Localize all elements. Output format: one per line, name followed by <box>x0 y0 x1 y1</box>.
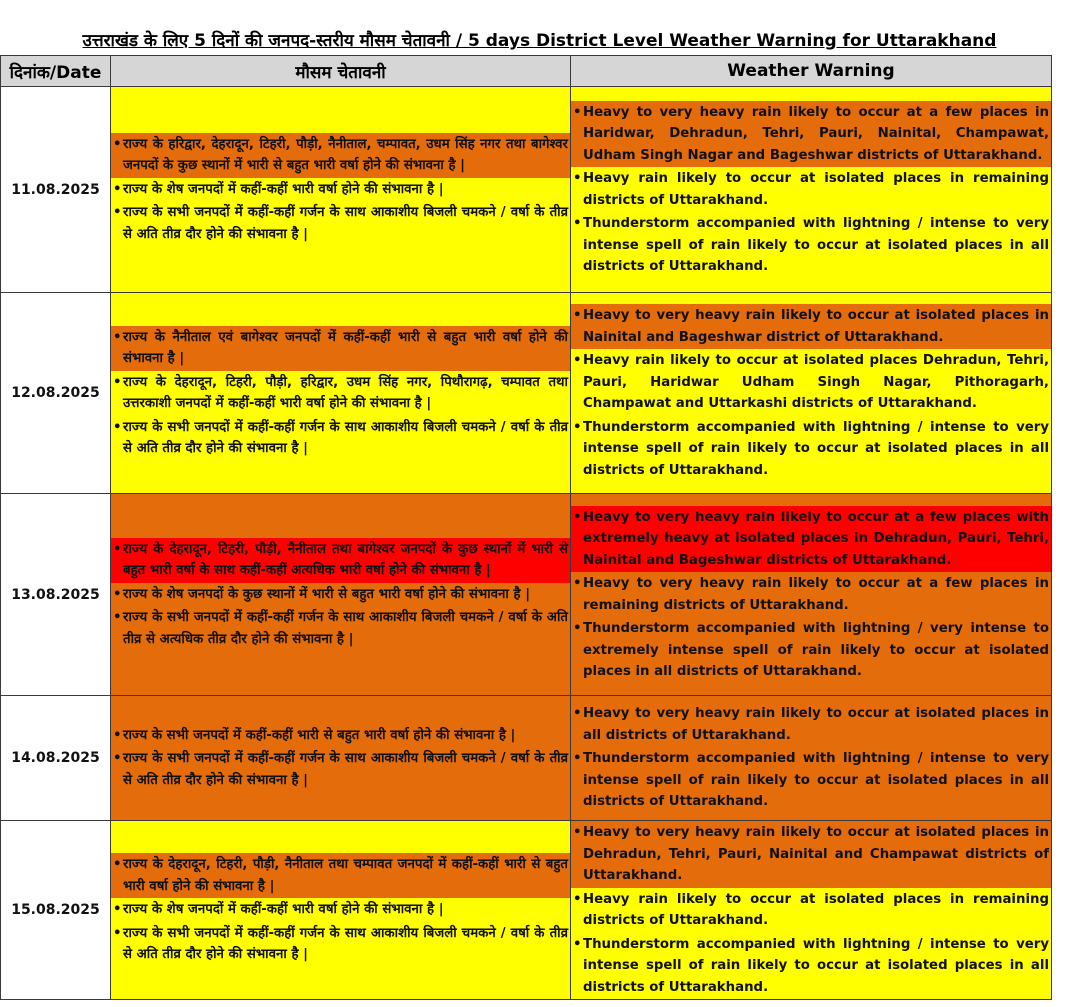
english-warning-cell <box>571 494 1052 696</box>
date-cell: 11.08.2025 <box>1 87 111 293</box>
english-warning-item <box>571 617 1051 684</box>
warning-rows <box>1 87 1052 1000</box>
english-warning-text: Heavy rain likely to occur at isolated places in remaining districts of Uttarakhand. <box>583 171 1049 208</box>
hindi-warning-text: राज्य के सभी जनपदों में कहीं-कहीं गर्जन के साथ आकाशीय बिजली चमकने / वर्षा के तीव्र से अति तीव्र दौर होने की संभावना है | <box>123 419 568 456</box>
bullet-icon: • <box>113 374 122 390</box>
hindi-warning-text: राज्य के शेष जनपदों के कुछ स्थानों में भारी से बहुत भारी वर्षा होने की संभावना है | <box>123 586 531 602</box>
english-warning-item <box>571 506 1051 573</box>
hindi-warning-item <box>111 371 570 416</box>
english-warning-text: Heavy to very heavy rain likely to occur at isolated places in all districts of Uttarakhand. <box>583 706 1049 743</box>
warning-row <box>1 293 1052 494</box>
english-warning-column-header: Weather Warning <box>571 56 1052 87</box>
hindi-warning-text: राज्य के सभी जनपदों में कहीं-कहीं भारी से बहुत भारी वर्षा होने की संभावना है | <box>123 727 516 743</box>
warning-row <box>1 821 1052 1000</box>
hindi-warning-text: राज्य के नैनीताल एवं बागेश्वर जनपदों में कहीं-कहीं भारी से बहुत भारी वर्षा होने की संभावना है | <box>123 329 568 366</box>
bullet-icon: • <box>113 329 122 345</box>
english-warning-cell <box>571 87 1052 293</box>
hindi-warning-text: राज्य के देहरादून, टिहरी, पौड़ी, हरिद्वार, उधम सिंह नगर, पिथौरागढ़, चम्पावत तथा उत्तरकाशी जनपदों में कहीं-कहीं भारी वर्षा होने की संभावना है | <box>123 374 568 411</box>
hindi-warning-text: राज्य के देहरादून, टिहरी, पौड़ी, नैनीताल तथा चम्पावत जनपदों में कहीं-कहीं भारी से बहुत भारी वर्षा होने की संभावना है | <box>123 857 568 894</box>
date-cell: 13.08.2025 <box>1 494 111 696</box>
english-warning-text: Heavy to very heavy rain likely to occur at a few places in Haridwar, Dehradun, Tehri, Pauri, Nainital, Champawat, Udham Singh Nagar and Bageshwar districts of Uttarakhand. <box>583 104 1049 163</box>
english-warning-text: Heavy to very heavy rain likely to occur at isolated places in Dehradun, Tehri, Pauri, Nainital and Champawat districts of Uttarakhand. <box>583 825 1049 883</box>
hindi-warning-item <box>111 747 570 792</box>
date-cell: 14.08.2025 <box>1 696 111 821</box>
hindi-warning-item <box>111 326 570 371</box>
hindi-warning-cell <box>111 293 571 494</box>
hindi-warning-item <box>111 416 570 461</box>
english-warning-item <box>571 304 1051 349</box>
english-warning-item <box>571 888 1051 933</box>
bullet-icon: • <box>573 621 582 636</box>
english-warning-cell <box>571 696 1052 821</box>
hindi-warning-item <box>111 898 570 922</box>
bullet-icon: • <box>113 136 122 152</box>
english-warning-item <box>571 416 1051 483</box>
warning-table <box>0 55 1052 1000</box>
hindi-warning-item <box>111 606 570 651</box>
english-warning-text: Heavy to very heavy rain likely to occur at a few places with extremely heavy at isolated places in Dehradun, Pauri, Tehri, Nainital and Bageshwar districts of Uttarakhand. <box>583 509 1049 568</box>
date-cell: 12.08.2025 <box>1 293 111 494</box>
warning-row <box>1 494 1052 696</box>
hindi-warning-text: राज्य के सभी जनपदों में कहीं-कहीं गर्जन के साथ आकाशीय बिजली चमकने / वर्षा के तीव्र से अति तीव्र दौर होने की संभावना है | <box>123 751 568 788</box>
english-warning-item <box>571 101 1051 168</box>
bullet-icon: • <box>573 936 582 952</box>
english-warning-item <box>571 702 1051 747</box>
header-row <box>1 56 1052 87</box>
english-warning-item <box>571 167 1051 212</box>
hindi-warning-item <box>111 583 570 607</box>
date-column-header: दिनांक/Date <box>1 56 111 87</box>
english-warning-item <box>571 212 1051 279</box>
hindi-warning-item <box>111 201 570 246</box>
hindi-warning-cell <box>111 821 571 1000</box>
english-warning-text: Thunderstorm accompanied with lightning / intense to very intense spell of rain likely to occur at isolated places in all districts of Uttarakhand. <box>583 419 1049 478</box>
bullet-icon: • <box>573 171 582 186</box>
bullet-icon: • <box>113 857 122 873</box>
bullet-icon: • <box>573 308 582 323</box>
bullet-icon: • <box>573 576 582 591</box>
bullet-icon: • <box>573 891 582 907</box>
bullet-icon: • <box>573 706 582 722</box>
hindi-warning-item <box>111 724 570 748</box>
bullet-icon: • <box>113 751 122 767</box>
bullet-icon: • <box>113 727 122 743</box>
english-warning-cell <box>571 293 1052 494</box>
hindi-warning-item <box>111 922 570 967</box>
english-warning-text: Heavy rain likely to occur at isolated places in remaining districts of Uttarakhand. <box>583 891 1049 928</box>
hindi-warning-item <box>111 853 570 898</box>
bullet-icon: • <box>573 825 582 840</box>
english-warning-text: Heavy to very heavy rain likely to occur at a few places in remaining districts of Uttarakhand. <box>583 576 1049 613</box>
bullet-icon: • <box>113 181 122 197</box>
bullet-icon: • <box>573 216 582 231</box>
english-warning-text: Thunderstorm accompanied with lightning / intense to very intense spell of rain likely to occur at isolated places in all districts of Uttarakhand. <box>583 216 1049 274</box>
bullet-icon: • <box>113 205 122 221</box>
english-warning-text: Heavy rain likely to occur at isolated places Dehradun, Tehri, Pauri, Haridwar Udham Singh Nagar, Pithoragarh, Champawat and Uttarkashi districts of Uttarakhand. <box>583 353 1049 411</box>
hindi-warning-column-header: मौसम चेतावनी <box>111 56 571 87</box>
hindi-warning-text: राज्य के सभी जनपदों में कहीं-कहीं गर्जन के साथ आकाशीय बिजली चमकने / वर्षा के तीव्र से अति तीव्र दौर होने की संभावना है | <box>123 925 568 963</box>
hindi-warning-text: राज्य के हरिद्वार, देहरादून, टिहरी, पौड़ी, नैनीताल, चम्पावत, उधम सिंह नगर तथा बागेश्वर जनपदों के कुछ स्थानों में भारी से बहुत भारी वर्षा होने की संभावना है | <box>123 136 568 174</box>
bullet-icon: • <box>113 610 122 626</box>
english-warning-item <box>571 933 1051 1000</box>
english-warning-item <box>571 572 1051 617</box>
english-warning-item <box>571 349 1051 416</box>
english-warning-text: Thunderstorm accompanied with lightning / intense to very intense spell of rain likely to occur at isolated places in all districts of Uttarakhand. <box>583 936 1049 995</box>
hindi-warning-text: राज्य के शेष जनपदों में कहीं-कहीं भारी वर्षा होने की संभावना है | <box>123 902 444 918</box>
english-warning-item <box>571 821 1051 888</box>
hindi-warning-text: राज्य के सभी जनपदों में कहीं-कहीं गर्जन के साथ आकाशीय बिजली चमकने / वर्षा के तीव्र से अति तीव्र दौर होने की संभावना है | <box>123 205 568 242</box>
hindi-warning-cell <box>111 696 571 821</box>
english-warning-item <box>571 747 1051 814</box>
bullet-icon: • <box>113 541 122 557</box>
hindi-warning-text: राज्य के सभी जनपदों में कहीं-कहीं गर्जन के साथ आकाशीय बिजली चमकने / वर्षा के अति तीव्र से अत्यधिक तीव्र दौर होने की संभावना है | <box>123 610 568 647</box>
bullet-icon: • <box>573 353 582 368</box>
english-warning-text: Thunderstorm accompanied with lightning / intense to very intense spell of rain likely to occur at isolated places in all districts of Uttarakhand. <box>583 751 1049 810</box>
bullet-icon: • <box>113 586 122 602</box>
hindi-warning-item <box>111 538 570 583</box>
english-warning-text: Thunderstorm accompanied with lightning / very intense to extremely intense spell of rain likely to occur at isolated places in all districts of Uttarakhand. <box>583 621 1049 679</box>
date-cell: 15.08.2025 <box>1 821 111 1000</box>
hindi-warning-text: राज्य के शेष जनपदों में कहीं-कहीं भारी वर्षा होने की संभावना है | <box>123 181 444 197</box>
hindi-warning-text: राज्य के देहरादून, टिहरी, पौड़ी, नैनीताल तथा बागेश्वर जनपदों के कुछ स्थानों में भारी से बहुत भारी वर्षा के साथ कहीं-कहीं अत्यधिक भारी वर्षा होने की संभावना है | <box>123 541 568 579</box>
bullet-icon: • <box>113 902 122 918</box>
bullet-icon: • <box>573 509 582 525</box>
hindi-warning-item <box>111 133 570 178</box>
bullet-icon: • <box>573 419 582 435</box>
warning-row <box>1 696 1052 821</box>
warning-row <box>1 87 1052 293</box>
page-title: उत्तराखंड के लिए 5 दिनों की जनपद-स्तरीय मौसम चेतावनी / 5 days District Level Weather Warning for Uttarakhand <box>82 31 997 51</box>
bullet-icon: • <box>113 925 122 941</box>
bullet-icon: • <box>113 419 122 435</box>
english-warning-cell <box>571 821 1052 1000</box>
bullet-icon: • <box>573 104 582 120</box>
english-warning-text: Heavy to very heavy rain likely to occur at isolated places in Nainital and Bageshwar district of Uttarakhand. <box>583 308 1049 345</box>
hindi-warning-cell <box>111 494 571 696</box>
bullet-icon: • <box>573 751 582 767</box>
hindi-warning-item <box>111 178 570 202</box>
hindi-warning-cell <box>111 87 571 293</box>
